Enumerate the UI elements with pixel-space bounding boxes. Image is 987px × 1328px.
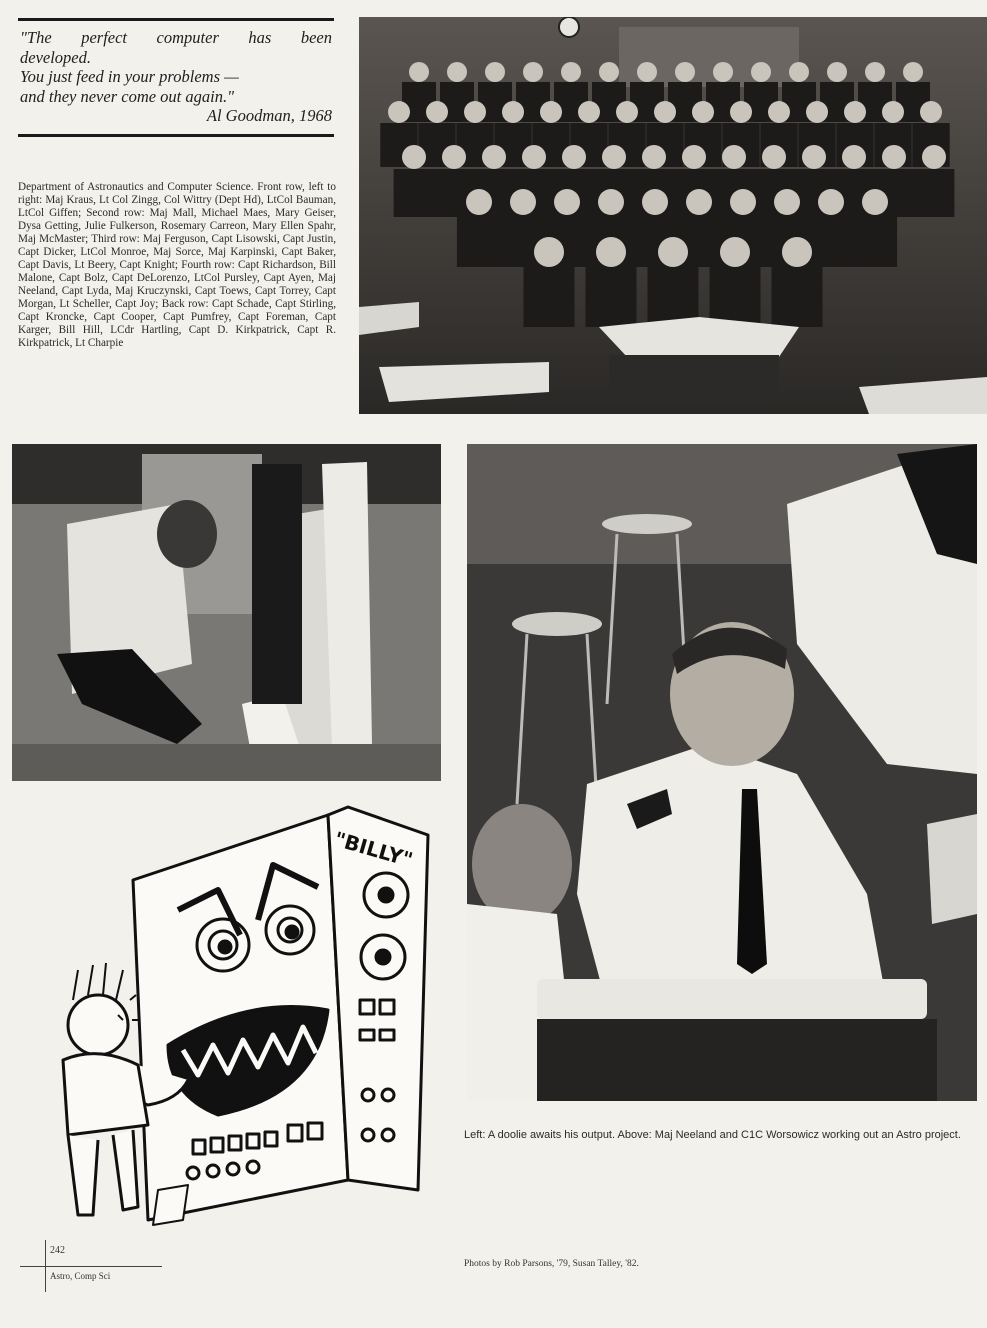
quote-line-3: You just feed in your problems —	[20, 67, 239, 86]
quote-top-rule	[18, 18, 334, 21]
billy-label: "BILLY"	[331, 826, 416, 872]
folio-horizontal-rule	[20, 1266, 162, 1267]
quote-line-2: developed.	[20, 47, 92, 67]
quote-bottom-rule	[18, 134, 334, 137]
printer-photo	[12, 444, 441, 781]
terminal-photo	[467, 444, 977, 1101]
photo-credits: Photos by Rob Parsons, '79, Susan Talley, '82.	[464, 1259, 639, 1269]
section-name: Astro, Comp Sci	[50, 1271, 111, 1281]
group-photo	[359, 17, 987, 414]
quote-block	[20, 28, 332, 126]
billy-computer-cartoon	[18, 795, 448, 1235]
quote-line-1: "The perfect computer has been	[20, 28, 332, 47]
group-photo-caption: Department of Astronautics and Computer Science. Front row, left to right: Maj Kraus, Lt Col Zingg, Col Wittry (Dept Hd), LtCol Bauman, LtCol Giffen; Second row: Maj Mall, Michael Maes, Mary Geiser, Dysa Getting, Julie Fulkerson, Rosemary Carreon, Mary Ellen Spahr, Maj McMaster; Third row: Maj Ferguson, Capt Lisowski, Capt Justin, Capt Dicker, LtCol Monroe, Maj Sorce, Maj Karpinski, Capt Baker, Capt Davis, Lt Beery, Capt Knight; Fourth row: Capt Richardson, Bill Malone, Capt Bolz, Capt DeLorenzo, LtCol Pursley, Capt Ayen, Maj Neeland, Capt Lyda, Maj Kruczynski, Capt Toews, Capt Torrey, Capt Morgan, Lt Scheller, Capt Joy; Back row: Capt Schade, Capt Stirling, Capt Kroncke, Capt Cooper, Capt Pumfrey, Capt Foreman, Capt Karger, Bill Hill, LCdr Hartling, Capt D. Kirkpatrick, Capt R. Kirkpatrick, Lt Charpie	[18, 181, 336, 349]
quote-line-4: and they never come out again."	[20, 86, 235, 106]
quote-attribution: Al Goodman, 1968	[206, 106, 332, 125]
photos-caption: Left: A doolie awaits his output. Above: Maj Neeland and C1C Worsowicz working out an Astro project.	[464, 1129, 961, 1141]
page-number: 242	[50, 1245, 65, 1256]
